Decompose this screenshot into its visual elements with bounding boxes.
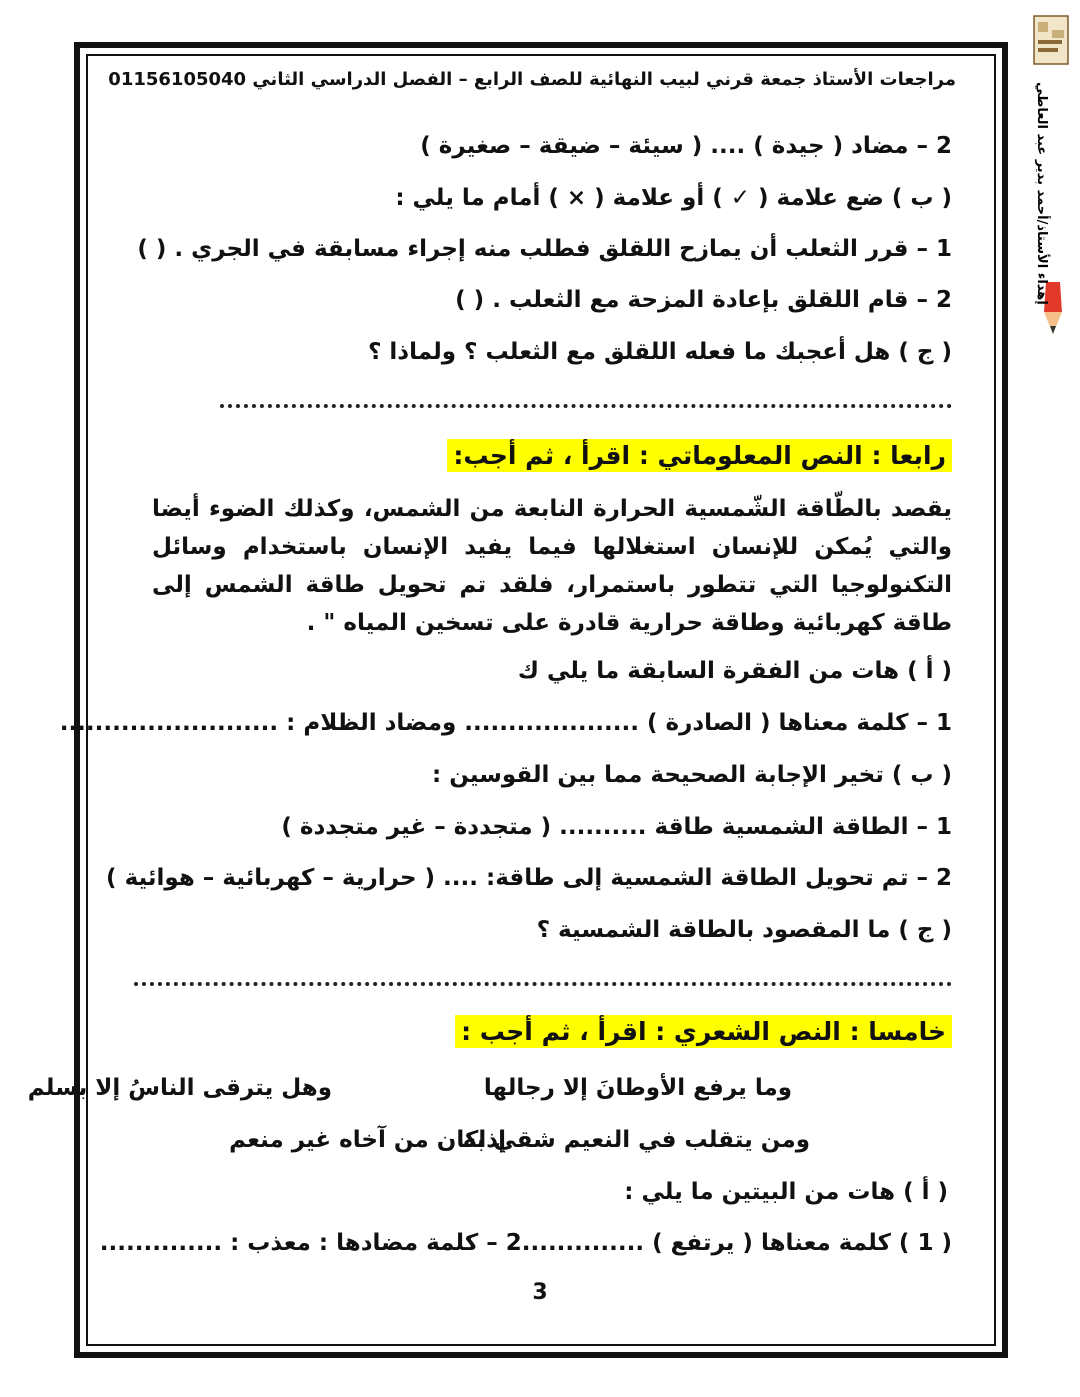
s4-question-a1: 1 – كلمة معناها ( الصادرة ) .................... ومضاد الظلام : ......................... [59, 710, 952, 736]
section5-title: خامسا : النص الشعري : اقرأ ، ثم أجب : [455, 1016, 952, 1048]
s4-question-b1: 1 – الطاقة الشمسية طاقة .......... ( متجددة – غير متجددة ) [281, 814, 952, 840]
side-credit-text: إهداء الأستاذ/أحمد بدير عبد العاطي [1034, 82, 1049, 305]
answer-dotted-line-1 [220, 404, 952, 408]
s4-question-c: ( ج ) ما المقصود بالطاقة الشمسية ؟ [536, 917, 952, 943]
section4-title: رابعا : النص المعلوماتي : اقرأ ، ثم أجب: [447, 440, 952, 472]
verse2-second-hemistich: إذاكان من آخاه غير منعم [229, 1127, 506, 1153]
verse1-second-hemistich: وهل يترقى الناسُ إلا بسلم [27, 1075, 332, 1101]
q-line-4: 2 – قام اللقلق بإعادة المزحة مع الثعلب . ( ) [455, 287, 952, 313]
q-line-3: 1 – قرر الثعلب أن يمازح اللقلق فطلب منه إجراء مسابقة في الجري . ( ) [137, 236, 952, 262]
page-header: مراجعات الأستاذ جمعة قرني لبيب النهائية للصف الرابع – الفصل الدراسي الثاني 01156105040 [108, 69, 956, 90]
answer-dotted-line-2 [134, 982, 952, 986]
s4-question-a: ( أ ) هات من الفقرة السابقة ما يلي ك [517, 658, 952, 684]
q-line-1: 2 – مضاد ( جيدة ) .... ( سيئة – ضيقة – صغيرة ) [420, 133, 952, 159]
section4-paragraph: يقصد بالطّاقة الشّمسية الحرارة النابعة من الشمس، وكذلك الضوء أيضا والتي يُمكن للإنسان استغلالها فيما يفيد الإنسان باستخدام وسائل التكنولوجيا التي تتطور باستمرار، فلقد تم تحويل طاقة الشمس إلى طاقة كهربائية وطاقة حرارية قادرة على تسخين المياه " . [152, 496, 952, 636]
q-line-2: ( ب ) ضع علامة ( ✓ ) أو علامة ( × ) أمام ما يلي : [395, 185, 952, 211]
page-number: 3 [532, 1280, 548, 1305]
s5-question-a: ( أ ) هات من البيتين ما يلي : [624, 1179, 948, 1205]
verse1-first-hemistich: وما يرفع الأوطانَ إلا رجالها [483, 1075, 792, 1101]
s4-question-b: ( ب ) تخير الإجابة الصحيحة مما بين القوسين : [431, 762, 952, 788]
s4-question-b2: 2 – تم تحويل الطاقة الشمسية إلى طاقة: .... ( حرارية – كهربائية – هوائية ) [106, 865, 952, 891]
s5-question-a1: ( 1 ) كلمة معناها ( يرتفع ) ..............2 – كلمة مضادها : معذب : .............. [99, 1230, 952, 1256]
verse2-first-hemistich: ومن يتقلب في النعيم شقي به [462, 1127, 810, 1153]
side-credit-logo [1026, 12, 1074, 342]
q-line-5: ( ج ) هل أعجبك ما فعله اللقلق مع الثعلب ؟ ولماذا ؟ [368, 339, 952, 365]
